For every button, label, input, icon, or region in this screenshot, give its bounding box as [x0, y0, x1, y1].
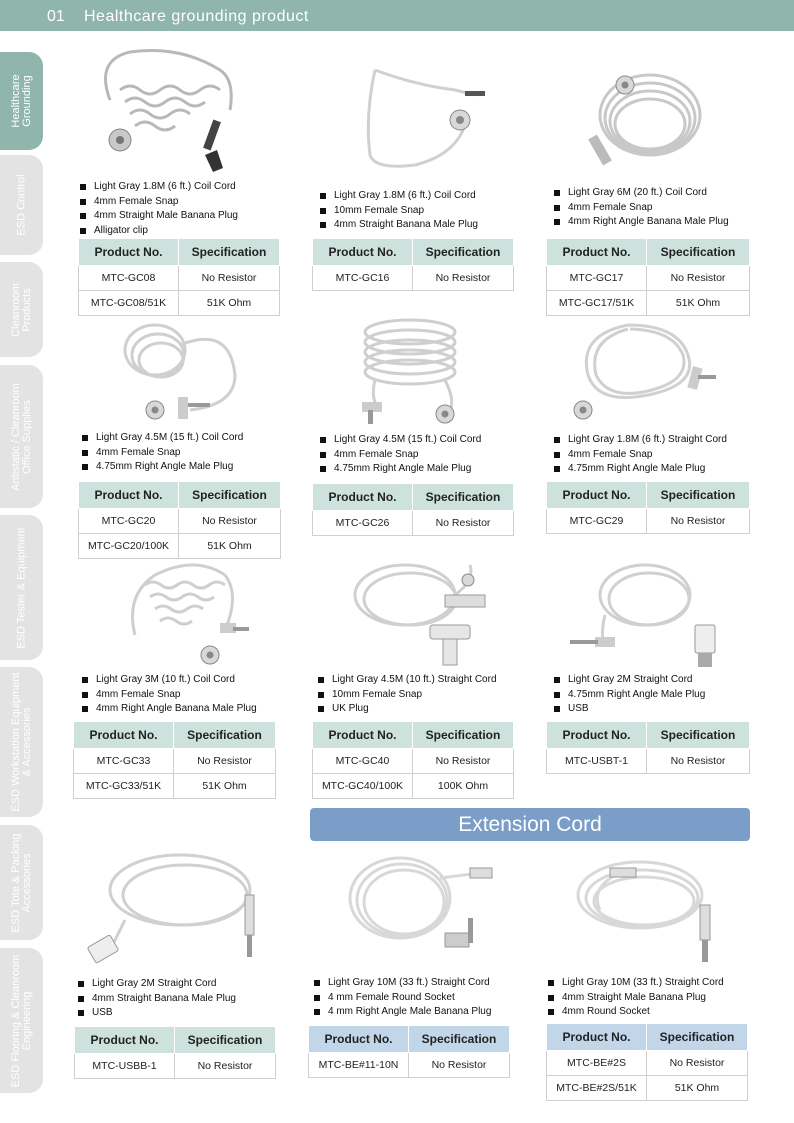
specification-cell: No Resistor — [647, 749, 750, 774]
product-no-cell: MTC-BE#2S — [547, 1051, 647, 1076]
table-row — [79, 509, 281, 534]
side-tab-office-supplies[interactable] — [0, 365, 43, 508]
column-header-specification: Specification — [175, 1027, 276, 1054]
column-header-specification: Specification — [647, 482, 750, 509]
column-header-product-no: Product No. — [547, 239, 647, 266]
side-tab-cleanroom-products[interactable] — [0, 262, 43, 357]
feature-item: Light Gray 10M (33 ft.) Straight Cord — [312, 976, 491, 991]
column-header-specification: Specification — [413, 722, 514, 749]
feature-item: Light Gray 1.8M (6 ft.) Coil Cord — [78, 180, 238, 195]
table-row — [313, 749, 514, 774]
table-row — [79, 266, 280, 291]
table-row — [313, 511, 514, 536]
feature-item: 10mm Female Snap — [318, 204, 478, 219]
column-header-product-no: Product No. — [313, 484, 413, 511]
product-features-gc29 — [552, 433, 727, 477]
side-tab-label: Antistatic / Cleanroom Office Supplies — [9, 382, 33, 491]
page-title: Healthcare grounding product — [84, 8, 309, 25]
product-features-gc33 — [80, 673, 257, 717]
feature-item: 4.75mm Right Angle Male Plug — [80, 460, 243, 475]
spec-table-gc40 — [312, 721, 514, 799]
spec-table-usbt — [546, 721, 750, 774]
column-header-product-no: Product No. — [75, 1027, 175, 1054]
specification-cell: 51K Ohm — [174, 774, 276, 799]
product-features-gc08 — [78, 180, 238, 238]
spec-table-gc20 — [78, 481, 281, 559]
feature-item: 4mm Straight Male Banana Plug — [78, 209, 238, 224]
side-tab-esd-flooring[interactable] — [0, 948, 43, 1093]
specification-cell: No Resistor — [647, 509, 750, 534]
product-features-be11 — [312, 976, 491, 1020]
side-tab-esd-control[interactable] — [0, 155, 43, 255]
table-row — [547, 1076, 748, 1101]
feature-item: Light Gray 2M Straight Cord — [76, 977, 236, 992]
specification-cell: No Resistor — [179, 266, 280, 291]
column-header-product-no: Product No. — [309, 1026, 409, 1053]
column-header-product-no: Product No. — [79, 239, 179, 266]
product-no-cell: MTC-GC26 — [313, 511, 413, 536]
table-row — [547, 509, 750, 534]
feature-item: Light Gray 4.5M (15 ft.) Coil Cord — [80, 431, 243, 446]
coil-cord-snap-photo — [355, 55, 495, 180]
table-row — [309, 1053, 510, 1078]
product-features-usbt — [552, 673, 705, 717]
column-header-product-no: Product No. — [313, 239, 413, 266]
column-header-specification: Specification — [413, 239, 514, 266]
side-tab-esd-workstation[interactable] — [0, 667, 43, 817]
feature-item: 4mm Straight Banana Male Plug — [318, 218, 478, 233]
specification-cell: 100K Ohm — [413, 774, 514, 799]
table-row — [74, 749, 276, 774]
column-header-product-no: Product No. — [547, 1024, 647, 1051]
spec-table-gc29 — [546, 481, 750, 534]
feature-item: 4mm Female Snap — [318, 448, 481, 463]
feature-item: 4mm Female Snap — [80, 446, 243, 461]
feature-item: 4mm Female Snap — [80, 688, 257, 703]
column-header-product-no: Product No. — [74, 722, 174, 749]
product-no-cell: MTC-GC08 — [79, 266, 179, 291]
column-header-specification: Specification — [179, 239, 280, 266]
coil-cord-right-angle-photo — [585, 60, 715, 175]
specification-cell: 51K Ohm — [179, 534, 281, 559]
feature-item: 4 mm Right Angle Male Banana Plug — [312, 1005, 491, 1020]
table-row — [547, 266, 750, 291]
feature-item: 4.75mm Right Angle Male Plug — [552, 462, 727, 477]
page-header — [0, 0, 794, 31]
specification-cell: No Resistor — [413, 266, 514, 291]
column-header-specification: Specification — [647, 239, 750, 266]
feature-item: 4.75mm Right Angle Male Plug — [552, 688, 705, 703]
column-header-product-no: Product No. — [313, 722, 413, 749]
column-header-specification: Specification — [647, 722, 750, 749]
feature-item: 4 mm Female Round Socket — [312, 991, 491, 1006]
spec-table-be2s — [546, 1023, 748, 1101]
specification-cell: No Resistor — [179, 509, 281, 534]
straight-cord-gc29-photo — [568, 315, 718, 425]
specification-cell: No Resistor — [174, 749, 276, 774]
side-tab-label: ESD Workstation Equipment & Accessories — [9, 672, 33, 812]
side-tab-label: ESD Tote & Packing Accessories — [9, 833, 33, 932]
spec-table-usbb — [74, 1026, 276, 1079]
feature-item: 4mm Female Snap — [78, 195, 238, 210]
table-row — [74, 774, 276, 799]
feature-item: 4.75mm Right Angle Male Plug — [318, 462, 481, 477]
specification-cell: No Resistor — [409, 1053, 510, 1078]
product-no-cell: MTC-USBB-1 — [75, 1054, 175, 1079]
extension-cord-right-angle-photo — [340, 848, 500, 968]
extension-cord-straight-photo — [570, 850, 730, 970]
product-no-cell: MTC-GC16 — [313, 266, 413, 291]
extension-cord-banner: Extension Cord — [310, 808, 750, 841]
product-no-cell: MTC-GC33/51K — [74, 774, 174, 799]
spec-table-gc16 — [312, 238, 514, 291]
product-no-cell: MTC-USBT-1 — [547, 749, 647, 774]
spec-table-gc17 — [546, 238, 750, 316]
feature-item: Light Gray 10M (33 ft.) Straight Cord — [546, 976, 724, 991]
side-tab-label: ESD Control — [15, 174, 27, 236]
table-row — [313, 774, 514, 799]
product-no-cell: MTC-GC40/100K — [313, 774, 413, 799]
coil-cord-gc26-photo — [350, 310, 470, 425]
column-header-product-no: Product No. — [79, 482, 179, 509]
feature-item: Light Gray 4.5M (15 ft.) Coil Cord — [318, 433, 481, 448]
column-header-product-no: Product No. — [547, 722, 647, 749]
feature-item: USB — [76, 1006, 236, 1021]
column-header-specification: Specification — [174, 722, 276, 749]
usb-cord-banana-photo — [85, 840, 270, 975]
product-no-cell: MTC-BE#2S/51K — [547, 1076, 647, 1101]
product-no-cell: MTC-GC29 — [547, 509, 647, 534]
specification-cell: No Resistor — [175, 1054, 276, 1079]
feature-item: 4mm Female Snap — [552, 448, 727, 463]
specification-cell: No Resistor — [413, 511, 514, 536]
feature-item: Light Gray 1.8M (6 ft.) Straight Cord — [552, 433, 727, 448]
straight-cord-uk-plug-photo — [345, 555, 505, 670]
specification-cell: 51K Ohm — [647, 1076, 748, 1101]
feature-item: Light Gray 1.8M (6 ft.) Coil Cord — [318, 189, 478, 204]
product-features-gc26 — [318, 433, 481, 477]
feature-item: Light Gray 3M (10 ft.) Coil Cord — [80, 673, 257, 688]
specification-cell: No Resistor — [413, 749, 514, 774]
column-header-specification: Specification — [409, 1026, 510, 1053]
column-header-specification: Specification — [647, 1024, 748, 1051]
specification-cell: No Resistor — [647, 266, 750, 291]
product-no-cell: MTC-GC33 — [74, 749, 174, 774]
product-features-gc40 — [316, 673, 497, 717]
page-number: 01 — [47, 8, 65, 25]
spec-table-be11 — [308, 1025, 510, 1078]
table-row — [547, 1051, 748, 1076]
table-row — [75, 1054, 276, 1079]
coil-cord-4-5m-photo — [110, 315, 250, 425]
specification-cell: 51K Ohm — [179, 291, 280, 316]
specification-cell: No Resistor — [647, 1051, 748, 1076]
feature-item: 4mm Straight Male Banana Plug — [546, 991, 724, 1006]
feature-item: 4mm Straight Banana Male Plug — [76, 992, 236, 1007]
side-tab-esd-tote[interactable] — [0, 825, 43, 940]
product-no-cell: MTC-GC17 — [547, 266, 647, 291]
product-no-cell: MTC-GC17/51K — [547, 291, 647, 316]
side-tab-label: Healthcare Grounding — [9, 74, 33, 128]
feature-item: Light Gray 4.5M (10 ft.) Straight Cord — [316, 673, 497, 688]
spec-table-gc26 — [312, 483, 514, 536]
product-no-cell: MTC-GC40 — [313, 749, 413, 774]
column-header-product-no: Product No. — [547, 482, 647, 509]
feature-item: 4mm Female Snap — [552, 201, 729, 216]
product-no-cell: MTC-GC20 — [79, 509, 179, 534]
spec-table-gc08 — [78, 238, 280, 316]
feature-item: Alligator clip — [78, 224, 238, 239]
feature-item: UK Plug — [316, 702, 497, 717]
feature-item: 4mm Right Angle Banana Male Plug — [552, 215, 729, 230]
side-tab-label: ESD Tester & Equipment — [15, 526, 27, 649]
product-features-gc17 — [552, 186, 729, 230]
column-header-specification: Specification — [179, 482, 281, 509]
product-no-cell: MTC-BE#11-10N — [309, 1053, 409, 1078]
feature-item: 4mm Right Angle Banana Male Plug — [80, 702, 257, 717]
side-tab-label: Cleanroom Products — [9, 282, 33, 337]
product-features-usbb — [76, 977, 236, 1021]
spec-table-gc33 — [73, 721, 276, 799]
product-features-gc20 — [80, 431, 243, 475]
table-row — [547, 749, 750, 774]
product-no-cell: MTC-GC20/100K — [79, 534, 179, 559]
table-row — [547, 291, 750, 316]
feature-item: 10mm Female Snap — [316, 688, 497, 703]
side-tab-esd-tester[interactable] — [0, 515, 43, 660]
column-header-specification: Specification — [413, 484, 514, 511]
usb-cord-right-angle-photo — [565, 555, 725, 670]
side-tab-healthcare-grounding[interactable] — [0, 52, 43, 150]
feature-item: Light Gray 2M Straight Cord — [552, 673, 705, 688]
product-no-cell: MTC-GC08/51K — [79, 291, 179, 316]
product-features-gc16 — [318, 189, 478, 233]
feature-item: Light Gray 6M (20 ft.) Coil Cord — [552, 186, 729, 201]
specification-cell: 51K Ohm — [647, 291, 750, 316]
feature-item: 4mm Round Socket — [546, 1005, 724, 1020]
coil-cord-alligator-photo — [90, 40, 250, 175]
coil-cord-gc33-photo — [115, 555, 265, 670]
side-tab-label: ESD Flooring & Cleanroom Engineering — [9, 954, 33, 1087]
product-features-be2s — [546, 976, 724, 1020]
table-row — [313, 266, 514, 291]
table-row — [79, 291, 280, 316]
feature-item: USB — [552, 702, 705, 717]
